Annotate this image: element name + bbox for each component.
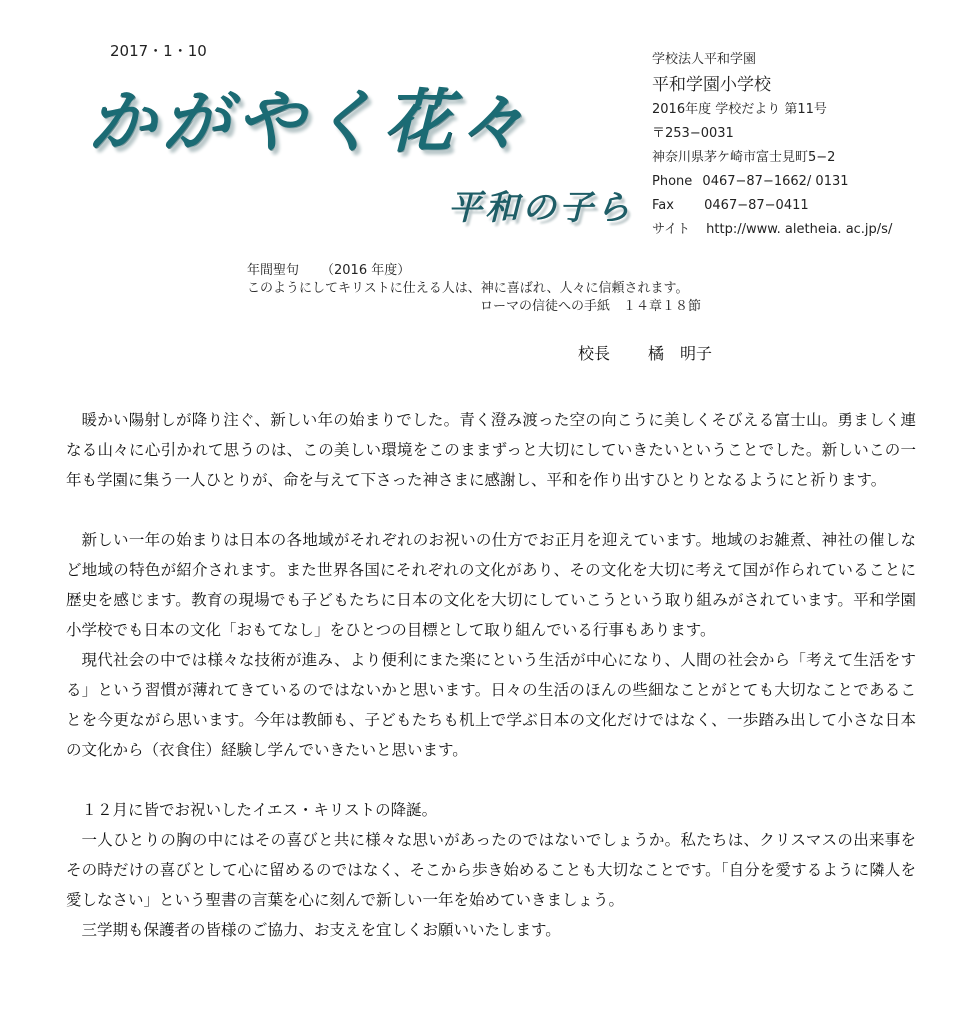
fax-number: 0467−87−0411 xyxy=(704,198,809,213)
site-row xyxy=(652,218,892,242)
annual-verse-source: ローマの信徒への手紙 １４章１８節 xyxy=(480,299,702,314)
issue-number: 2016年度 学校だより 第11号 xyxy=(652,102,827,117)
phone-number: 0467−87−1662/ 0131 xyxy=(702,174,849,189)
annual-verse-heading xyxy=(247,262,701,280)
postal-code: 〒253−0031 xyxy=(652,126,734,141)
annual-verse-block xyxy=(247,262,701,316)
fax-label: Fax xyxy=(652,198,674,213)
phone-label: Phone xyxy=(652,174,693,189)
school-info-block xyxy=(652,48,892,242)
annual-verse-label: 年間聖句 xyxy=(247,263,300,278)
school-name: 平和学園小学校 xyxy=(652,75,771,95)
newsletter-title: かがやく花々 xyxy=(88,82,533,162)
principal-name: 橘 明子 xyxy=(648,344,713,363)
principal-title: 校長 xyxy=(578,344,611,363)
message-body xyxy=(66,405,916,945)
paragraph: 一人ひとりの胸の中にはその喜びと共に様々な思いがあったのではないでしょうか。私たちは、クリスマスの出来事をその時だけの喜びとして心に留めるのではなく、そこから歩き始めることも大切なことです。「自分を愛するように隣人を愛しなさい」という聖書の言葉を心に刻んで新しい一年を始めていきましょう。 xyxy=(66,831,916,909)
school-corporation: 学校法人平和学園 xyxy=(652,52,757,67)
annual-verse-text: このようにしてキリストに仕える人は、神に喜ばれ、人々に信頼されます。 xyxy=(247,281,689,296)
phone-row xyxy=(652,170,892,194)
issue-date: 2017・1・10 xyxy=(110,42,207,60)
paragraph: 現代社会の中では様々な技術が進み、より便利にまた楽にという生活が中心になり、人間の社会から「考えて生活をする」という習慣が薄れてきているのではないかと思います。日々の生活のほんの些細なことがとても大切なことであることを今更ながら思います。今年は教師も、子どもたちも机上で学ぶ日本の文化だけではなく、一歩踏み出して小さな日本の文化から（衣食住）経験し学んでいきたいと思います。 xyxy=(66,651,916,759)
principal-signature xyxy=(578,341,712,364)
newsletter-subtitle: 平和の子ら xyxy=(448,188,633,228)
site-url[interactable]: http://www. aletheia. ac.jp/s/ xyxy=(706,222,893,237)
site-label: サイト xyxy=(652,222,691,237)
paragraph: 新しい一年の始まりは日本の各地域がそれぞれのお祝いの仕方でお正月を迎えています。地域のお雑煮、神社の催しなど地域の特色が紹介されます。また世界各国にそれぞれの文化があり、その文化を大切に考えて国が作られていることに歴史を感じます。教育の現場でも子どもたちに日本の文化を大切にしていこうという取り組みがされています。平和学園小学校でも日本の文化「おもてなし」をひとつの目標として取り組んでいる行事もあります。 xyxy=(66,531,916,639)
paragraph: 暖かい陽射しが降り注ぐ、新しい年の始まりでした。青く澄み渡った空の向こうに美しくそびえる富士山。勇ましく連なる山々に心引かれて思うのは、この美しい環境をこのままずっと大切にしていきたいということでした。新しいこの一年も学園に集う一人ひとりが、命を与えて下さった神さまに感謝し、平和を作り出すひとりとなるようにと祈ります。 xyxy=(66,411,916,489)
annual-verse-year: （2016 年度） xyxy=(321,263,411,278)
fax-row xyxy=(652,194,892,218)
school-address: 神奈川県茅ケ崎市富士見町5−2 xyxy=(652,150,836,165)
paragraph: １２月に皆でお祝いしたイエス・キリストの降誕。 xyxy=(81,801,438,819)
paragraph: 三学期も保護者の皆様のご協力、お支えを宜しくお願いいたします。 xyxy=(81,921,561,939)
